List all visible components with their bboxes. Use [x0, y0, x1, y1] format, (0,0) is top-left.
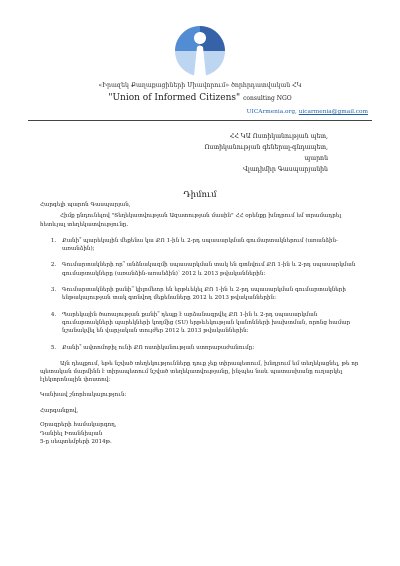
- addressee-line: պարոն: [304, 155, 328, 162]
- request-item: 3. Գումարտակների քանի՞ կիլոմետր են երթևեկել ՔՈ 1-ին և 2-րդ սպասարկման գումարտակների ենթակայության տակ գտնվող մեքենաները 2012 և 2013 թվականներին։: [58, 286, 360, 303]
- request-list: [40, 237, 360, 352]
- addressee-line: Ոստիկանության գեներալ-գնդապետ,: [204, 144, 328, 151]
- letter-date: 5-ը սեպտեմբերի 2014թ.: [40, 438, 112, 445]
- thanks-line: Կանխավ շնորհակալություն։: [40, 391, 127, 398]
- letter-body: [40, 201, 360, 446]
- email-link[interactable]: uicarmenia@gmail.com: [298, 109, 368, 115]
- contact-line: [247, 109, 368, 115]
- request-item: 2. Գումարտակների որ՞ անձնակազմի սպասարկման տակ են գտնվում ՔՈ 1-ին և 2-րդ սպասարկման գումարտակները (առանձին-առանձին)՝ 2012 և 2013 թվականներին։: [58, 261, 360, 278]
- website-link[interactable]: UICArmenia.org,: [246, 109, 297, 115]
- signature-block: [40, 407, 360, 446]
- request-item: 1. Քանի՞ պարեկային մեքենա կա ՔՈ 1-ին և 2-րդ սպասարկման գումարտակներում (առանձին-առանձին);: [58, 237, 360, 254]
- request-item: 5. Քանի՞ ավտոմոբիլ ունի ՔՈ ոստիկանության ստորաբաժանումը։: [58, 344, 360, 352]
- header-divider: [28, 120, 372, 121]
- document-title: Դիմում: [183, 190, 217, 200]
- closing-paragraph: Այն դեպքում, եթե նշված տեղեկությունները դուք չեք տիրապետում, խնդրում եմ տեղեկացնել, թե որ պետական մարմինն է տիրապետում նշված տեղեկատվությանը, ինչպես նաև պատասխանը ուղարկել էլեկտրոնային փոստով։: [40, 360, 359, 384]
- org-type-english: consulting NGO: [243, 95, 292, 102]
- org-name-english-title: "Union of Informed Citizens": [108, 93, 241, 103]
- request-item: 4. Պարեկային ծառայության քանի՞ դեպք է արձանագրվել ՔՈ 1-ին և 2-րդ սպասարկման գումարտակների պարեկների կողմից (SU) երթևեկության կանոնների խախտման, որոնց համար նշանակվել են վարչական տույժեր 2012 և 2013 թվականներին։: [58, 311, 360, 336]
- salutation: Հարգելի պարոն Գասպարյան,: [40, 202, 131, 208]
- addressee-line: Վլադիմիր Գասպարյանին: [242, 166, 328, 173]
- addressee-line: ՀՀ ԿԱ Ոստիկանության պետ,: [229, 133, 328, 140]
- intro-paragraph: Հիմք ընդունելով "Տեղեկատվության Ազատության մասին" ՀՀ օրենքը խնդրում եմ տրամադրել հետևյալ տեղեկատվությունը․: [40, 213, 342, 228]
- sender-name: Դանիել Իոաննիսյան: [40, 430, 103, 437]
- org-name-english: [0, 93, 400, 103]
- regards-line: Հարգանքով,: [40, 408, 79, 415]
- sender-title: Օրագրերի համակարգող,: [40, 422, 117, 429]
- org-name-armenian: «Իրազեկ Քաղաքացիների Միավորում» ծորհրդատվական ՀԿ: [98, 82, 302, 89]
- ninepin-figure-logo-icon: [166, 25, 234, 77]
- addressee-block: [128, 131, 328, 175]
